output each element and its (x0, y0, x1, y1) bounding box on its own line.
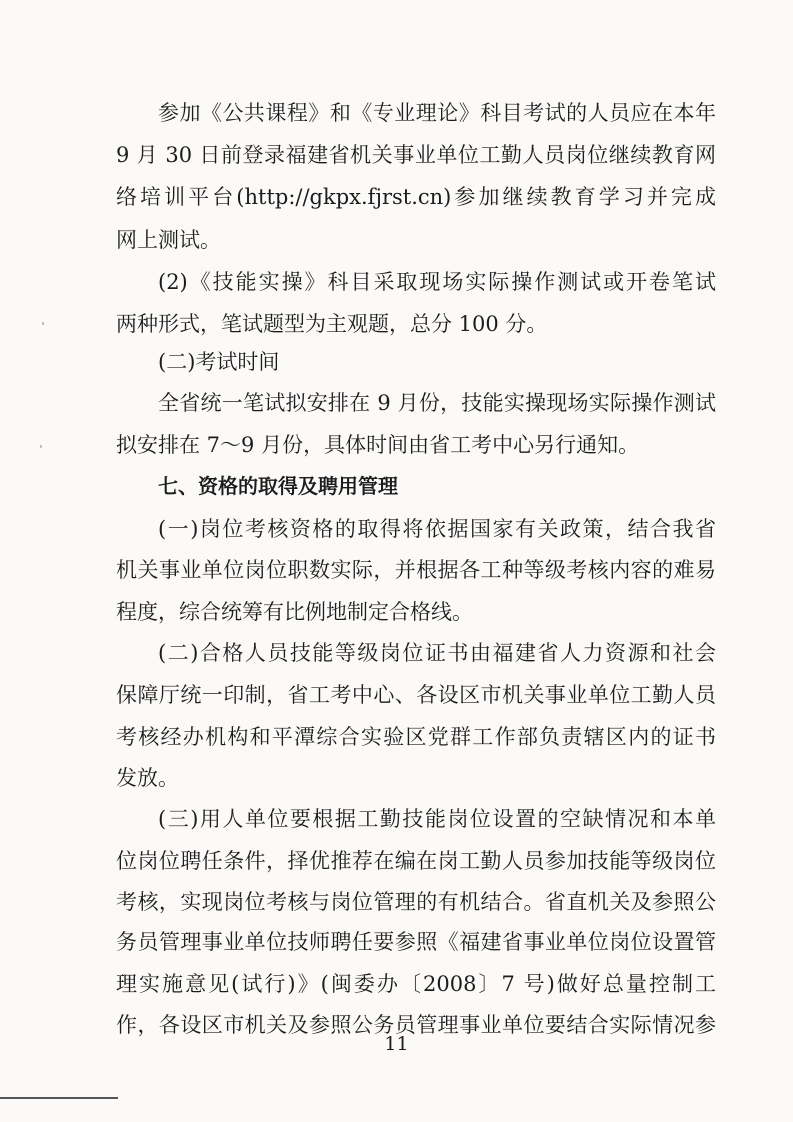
text-line: 发放。 (116, 766, 179, 790)
text-line: 理实施意见(试行)》(闽委办〔2008〕7 号)做好总量控制工 (116, 972, 716, 996)
text-line: 全省统一笔试拟安排在 9 月份，技能实操现场实际操作测试 (158, 391, 716, 415)
text-line: 考核经办机构和平潭综合实验区党群工作部负责辖区内的证书 (116, 725, 716, 749)
text-line: 参加《公共课程》和《专业理论》科目考试的人员应在本年 (158, 101, 716, 125)
scan-speck (42, 322, 44, 325)
text-line: 拟安排在 7～9 月份，具体时间由省工考中心另行通知。 (116, 433, 640, 457)
text-line: 位岗位聘任条件，择优推荐在编在岗工勤人员参加技能等级岗位 (116, 849, 716, 873)
text-line: (三)用人单位要根据工勤技能岗位设置的空缺情况和本单 (158, 807, 716, 831)
text-line: 程度，综合统筹有比例地制定合格线。 (116, 600, 473, 624)
text-line: 务员管理事业单位技师聘任要参照《福建省事业单位岗位设置管 (116, 930, 716, 954)
page-number: 11 (384, 1033, 409, 1055)
text-line: 网上测试。 (116, 228, 221, 252)
text-line: 两种形式，笔试题型为主观题，总分 100 分。 (116, 312, 548, 336)
text-line: 保障厅统一印制，省工考中心、各设区市机关事业单位工勤人员 (116, 683, 716, 707)
text-line: 机关事业单位岗位职数实际，并根据各工种等级考核内容的难易 (116, 558, 716, 582)
text-line: (一)岗位考核资格的取得将依据国家有关政策，结合我省 (158, 517, 716, 541)
text-line: 9 月 30 日前登录福建省机关事业单位工勤人员岗位继续教育网 (116, 143, 716, 167)
text-line: 络培训平台(http://gkpx.fjrst.cn)参加继续教育学习并完成 (116, 185, 716, 209)
scan-speck (40, 445, 42, 448)
footer-rule (0, 1097, 118, 1099)
section-heading: 七、资格的取得及聘用管理 (158, 474, 398, 498)
text-line: (2)《技能实操》科目采取现场实际操作测试或开卷笔试 (158, 270, 716, 294)
section-subheading: (二)考试时间 (158, 350, 280, 374)
text-line: 考核，实现岗位考核与岗位管理的有机结合。省直机关及参照公 (116, 890, 716, 914)
text-line: (二)合格人员技能等级岗位证书由福建省人力资源和社会 (158, 641, 716, 665)
text-line: 作，各设区市机关及参照公务员管理事业单位要结合实际情况参 (116, 1013, 716, 1037)
